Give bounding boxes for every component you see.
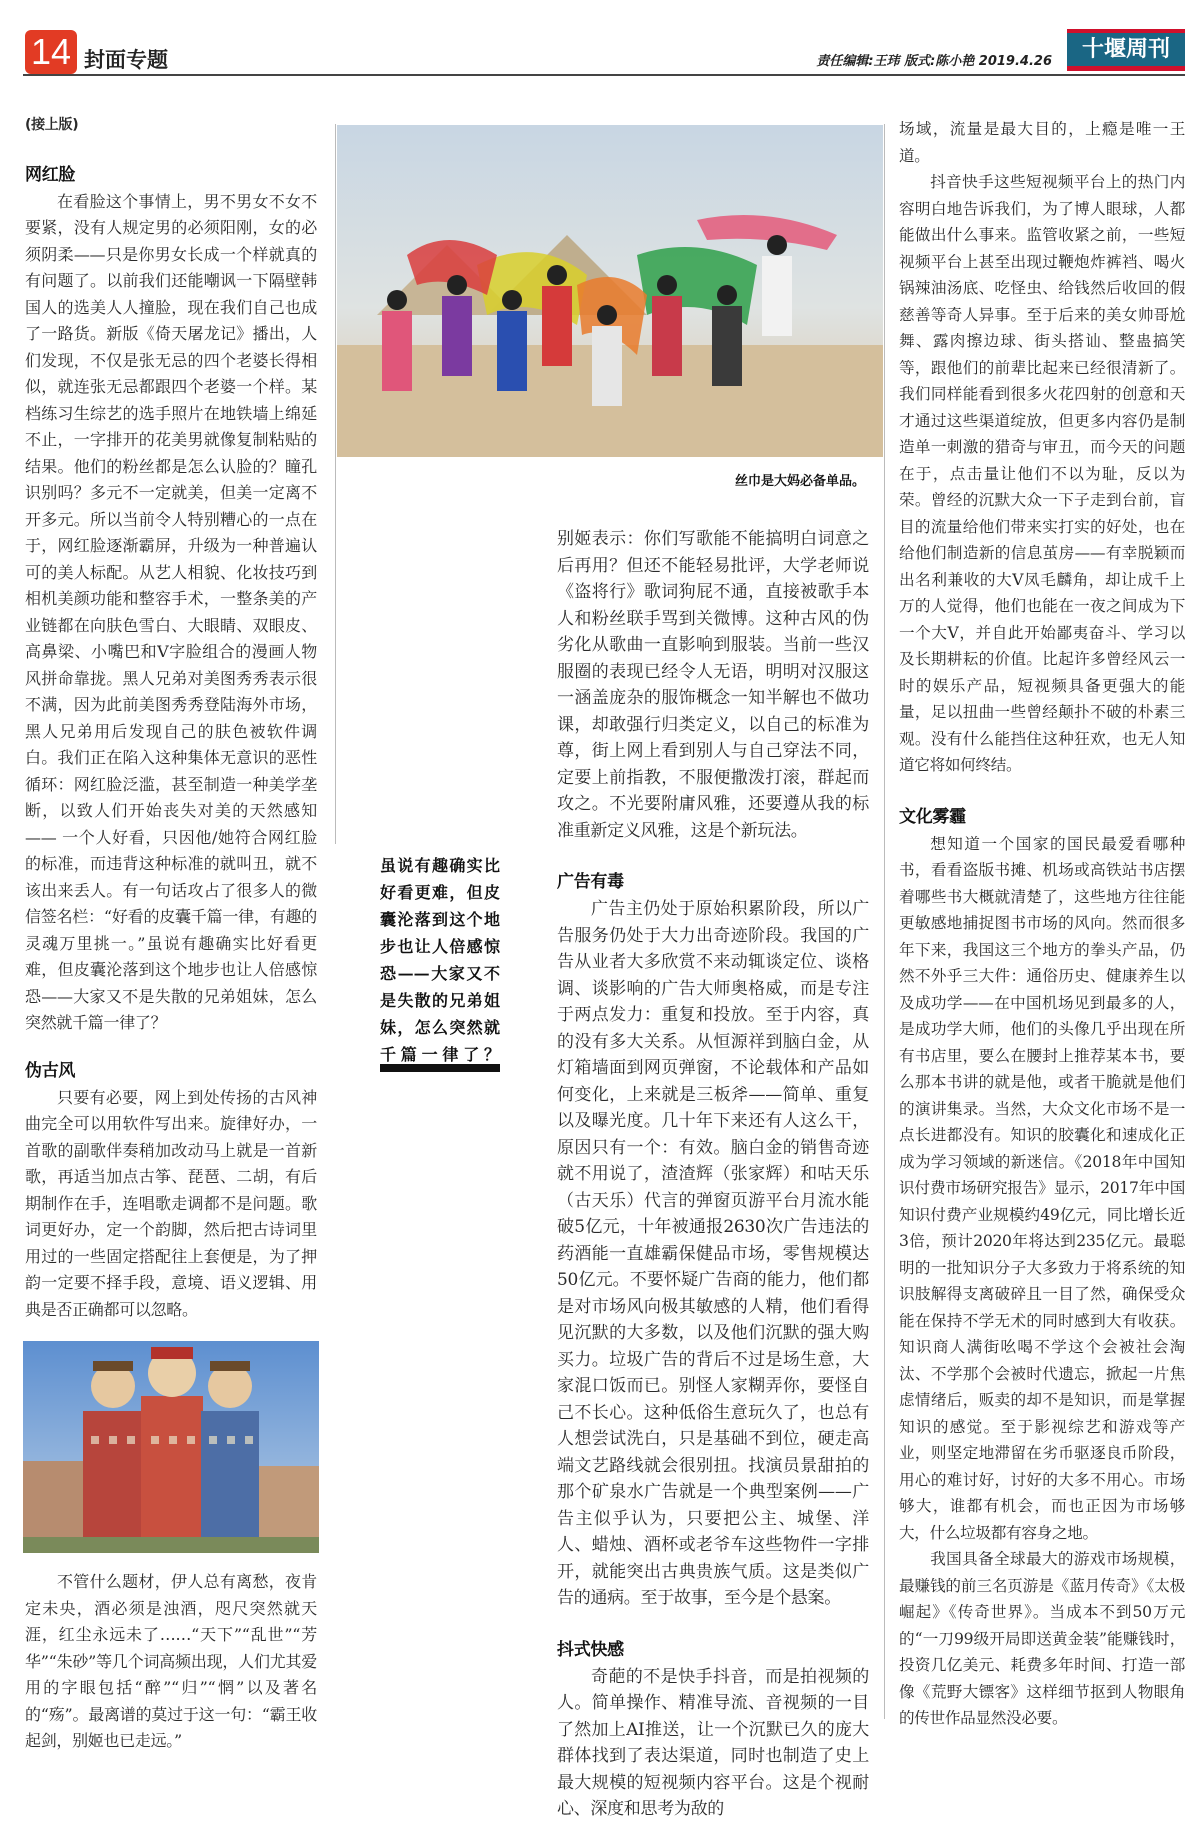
paragraph: 想知道一个国家的国民最爱看哪种书，看看盗版书摊、机场或高铁站书店摆着哪些书大概就清楚了，这些地方往往能更敏感地捕捉图书市场的风向。然而很多年下来，我国这三个地方的拳头产品，仍然不外乎三大件：通俗历史、健康养生以及成功学——在中国机场见到最多的人，是成功学大师，他们的头像几乎出现在所有书店里，要么在腰封上推荐某本书，要么那本书讲的就是他，或者干脆就是他们的演讲集录。当然，大众文化市场不是一点长进都没有。知识的胶囊化和速成化正成为学习领域的新迷信。《2018年中国知识付费市场研究报告》显示，2017年中国知识付费产业规模约49亿元，同比增长近3倍，预计2020年将达到235亿元。最聪明的一批知识分子大多致力于将系统的知识肢解得支离破碎且一目了然，确保受众能在保持不学无术的同时感到大有收获。知识商人满街吆喝不学这个会被社会淘汰、不学那个会被时代遗忘，掀起一片焦虑情绪后，贩卖的却不是知识，而是掌握知识的感觉。至于影视综艺和游戏等产业，则坚定地滞留在劣币驱逐良币阶段，用心的难讨好，讨好的大多不用心。市场够大，谁都有机会，而也正因为市场够大，什么垃圾都有容身之地。: [899, 834, 1185, 1542]
pull-quote-bar: [380, 1064, 500, 1072]
column-1: [25, 112, 317, 1755]
masthead-logo: 十堰周刊: [1067, 29, 1185, 71]
paragraph: 只要有必要，网上到处传扬的古风神曲完全可以用软件写出来。旋律好办，一首歌的副歌伴奏稍加改动马上就是一首新歌，再适当加点古筝、琵琶、二胡，有后期制作在手，连唱歌走调都不是问题。歌词更好办，定一个韵脚，然后把古诗词里用过的一些固定搭配往上套便是，为了押韵一定要不择手段，意境、语义逻辑、用典是否正确都可以忽略。: [25, 1087, 317, 1319]
page-number-badge: 14: [25, 30, 77, 74]
square-dance-scarves-photo: [337, 125, 883, 457]
temple-building-photo: [23, 1341, 319, 1553]
paragraph: 别姬表示：你们写歌能不能搞明白词意之后再用？但还不能轻易批评，大学老师说《盗将行》歌词狗屁不通，直接被歌手本人和粉丝联手骂到关微博。这种古风的伪劣化从歌曲一直影响到服装。当前一些汉服圈的表现已经令人无语，明明对汉服这一涵盖庞杂的服饰概念一知半解也不做功课，却敢强行归类定义，以自己的标准为尊，街上网上看到别人与自己穿法不同，定要上前指教，不服便撒泼打滚，群起而攻之。不光要附庸风雅，还要遵从我的标准重新定义风雅，这是个新玩法。: [557, 529, 869, 841]
pull-quote: 虽说有趣确实比好看更难，但皮囊沦落到这个地步也让人倍感惊恐——大家又不是失散的兄弟姐妹，怎么突然就千篇一律了？: [380, 856, 500, 1064]
heading-guanggao-youdu: 广告有毒: [557, 872, 624, 892]
header-rule: [23, 74, 1185, 76]
paragraph: 抖音快手这些短视频平台上的热门内容明白地告诉我们，为了博人眼球，人都能做出什么事来。监管收紧之前，一些短视频平台上甚至出现过鞭炮炸裤裆、喝火锅辣油汤底、吃怪虫、给钱然后收回的假慈善等奇人异事。至于后来的美女帅哥尬舞、露肉擦边球、街头搭讪、整蛊搞笑等，跟他们的前辈比起来已经很清新了。我们同样能看到很多火花四射的创意和天才通过这些渠道绽放，但更多内容仍是制造单一刺激的猎奇与审丑，而今天的问题在于，点击量让他们不以为耻，反以为荣。曾经的沉默大众一下子走到台前，盲目的流量给他们带来实打实的好处，也在给他们制造新的信息茧房——有幸脱颖而出名利兼收的大V凤毛麟角，却让成千上万的人觉得，他们也能在一夜之间成为下一个大V，并自此开始鄙夷奋斗、学习以及长期耕耘的价值。比起许多曾经风云一时的娱乐产品，短视频具备更强大的能量，足以扭曲一些曾经颠扑不破的朴素三观。没有什么能挡住这种狂欢，也无人知道它将如何终结。: [899, 173, 1185, 774]
editor-credits: 责任编辑:王玮 版式:陈小艳 2019.4.26: [816, 54, 1052, 69]
heading-wenhua-wumai: 文化雾霾: [899, 806, 966, 827]
paragraph: 奇葩的不是快手抖音，而是拍视频的人。简单操作、精准导流、音视频的一目了然加上AI推送，让一个沉默已久的庞大群体找到了表达渠道，同时也制造了史上最大规模的短视频内容平台。这是个视耐心、深度和思考为敌的: [557, 1666, 869, 1819]
paragraph: 我国具备全球最大的游戏市场规模，最赚钱的前三名页游是《蓝月传奇》《太极崛起》《传奇世界》。当成本不到50万元的“一刀99级开局即送黄金装”能赚钱时，投资几亿美元、耗费多年时间、打造一部像《荒野大镖客》这样细节抠到人物眼角的传世作品显然没必要。: [899, 1550, 1185, 1727]
box-border-right: [884, 124, 885, 1719]
paragraph: 不管什么题材，伊人总有离愁，夜肯定未央，酒必须是浊酒，咫尺突然就天涯，红尘永远未了……“天下”“乱世”“芳华”“朱砂”等几个词高频出现，人们尤其爱用的字眼包括“醉”“归”“惘”以及著名的“殇”。最离谱的莫过于这一句：“霸王收起剑，别姬也已走远。”: [25, 1572, 317, 1750]
column-2: [557, 526, 869, 1823]
paragraph: 广告主仍处于原始积累阶段，所以广告服务仍处于大力出奇迹阶段。我国的广告从业者大多欣赏不来动辄谈定位、谈格调、谈影响的广告大师奥格威，而是专注于两点发力：重复和投放。至于内容，真的没有多大关系。从恒源祥到脑白金，从灯箱墙面到网页弹窗，不论载体和产品如何变化，上来就是三板斧——简单、重复以及曝光度。几十年下来还有人这么干，原因只有一个：有效。脑白金的销售奇迹就不用说了，渣渣辉（张家辉）和咕天乐（古天乐）代言的弹窗页游平台月流水能破5亿元，十年被通报2630次广告违法的药酒能一直雄霸保健品市场，零售规模达50亿元。不要怀疑广告商的能力，他们都是对市场风向极其敏感的人精，他们看得见沉默的大多数，以及他们沉默的强大购买力。垃圾广告的背后不过是场生意，大家混口饭而已。别怪人家糊弄你，要怪自己不长心。这种低俗生意玩久了，也总有人想尝试洗白，只是基础不到位，硬走高端文艺路线就会很别扭。找演员景甜拍的那个矿泉水广告就是一个典型案例——广告主似乎认为，只要把公主、城堡、洋人、蜡烛、酒杯或老爷车这些物件一字排开，就能突出古典贵族气质。这是类似广告的通病。至于故事，至今是个悬案。: [557, 899, 869, 1608]
continued-label: (接上版): [25, 117, 79, 133]
paragraph: 场域，流量是最大目的，上瘾是唯一王道。: [899, 120, 1185, 165]
heading-weigufeng: 伪古风: [25, 1060, 76, 1081]
photo-caption: 丝巾是大妈必备单品。: [734, 474, 865, 489]
box-border-left: [335, 124, 336, 844]
heading-doushi-kuaigan: 抖式快感: [557, 1639, 624, 1660]
section-title: 封面专题: [84, 48, 168, 72]
paragraph: 在看脸这个事情上，男不男女不女不要紧，没有人规定男的必须阳刚，女的必须阴柔——只是你男女长成一个样就真的有问题了。以前我们还能嘲讽一下隔壁韩国人的选美人人撞脸，现在我们自己也成了一路货。新版《倚天屠龙记》播出，人们发现，不仅是张无忌的四个老婆长得相似，就连张无忌都跟四个老婆一个样。某档练习生综艺的选手照片在地铁墙上绵延不止，一字排开的花美男就像复制粘贴的结果。他们的粉丝都是怎么认脸的？瞳孔识别吗？多元不一定就美，但美一定离不开多元。所以当前令人特别糟心的一点在于，网红脸逐渐霸屏，升级为一种普遍认可的美人标配。从艺人相貌、化妆技巧到相机美颜功能和整容手术，一整条美的产业链都在向肤色雪白、大眼睛、双眼皮、高鼻梁、小嘴巴和V字脸组合的漫画人物风拼命靠拢。黑人兄弟对美图秀秀表示很不满，因为此前美图秀秀登陆海外市场，黑人兄弟用后发现自己的肤色被软件调白。我们正在陷入这种集体无意识的恶性循环：网红脸泛滥，甚至制造一种美学垄断，以致人们开始丧失对美的天然感知—— 一个人好看，只因他/她符合网红脸的标准，而违背这种标准的就叫丑，就不该出来丢人。有一句话攻占了很多人的微信签名栏：“好看的皮囊千篇一律，有趣的灵魂万里挑一。”虽说有趣确实比好看更难，但皮囊沦落到这个地步也让人倍感惊恐——大家又不是失散的兄弟姐妹，怎么突然就千篇一律了？: [25, 191, 317, 1032]
column-3: [899, 116, 1185, 1732]
heading-wanghonglian: 网红脸: [25, 164, 76, 185]
